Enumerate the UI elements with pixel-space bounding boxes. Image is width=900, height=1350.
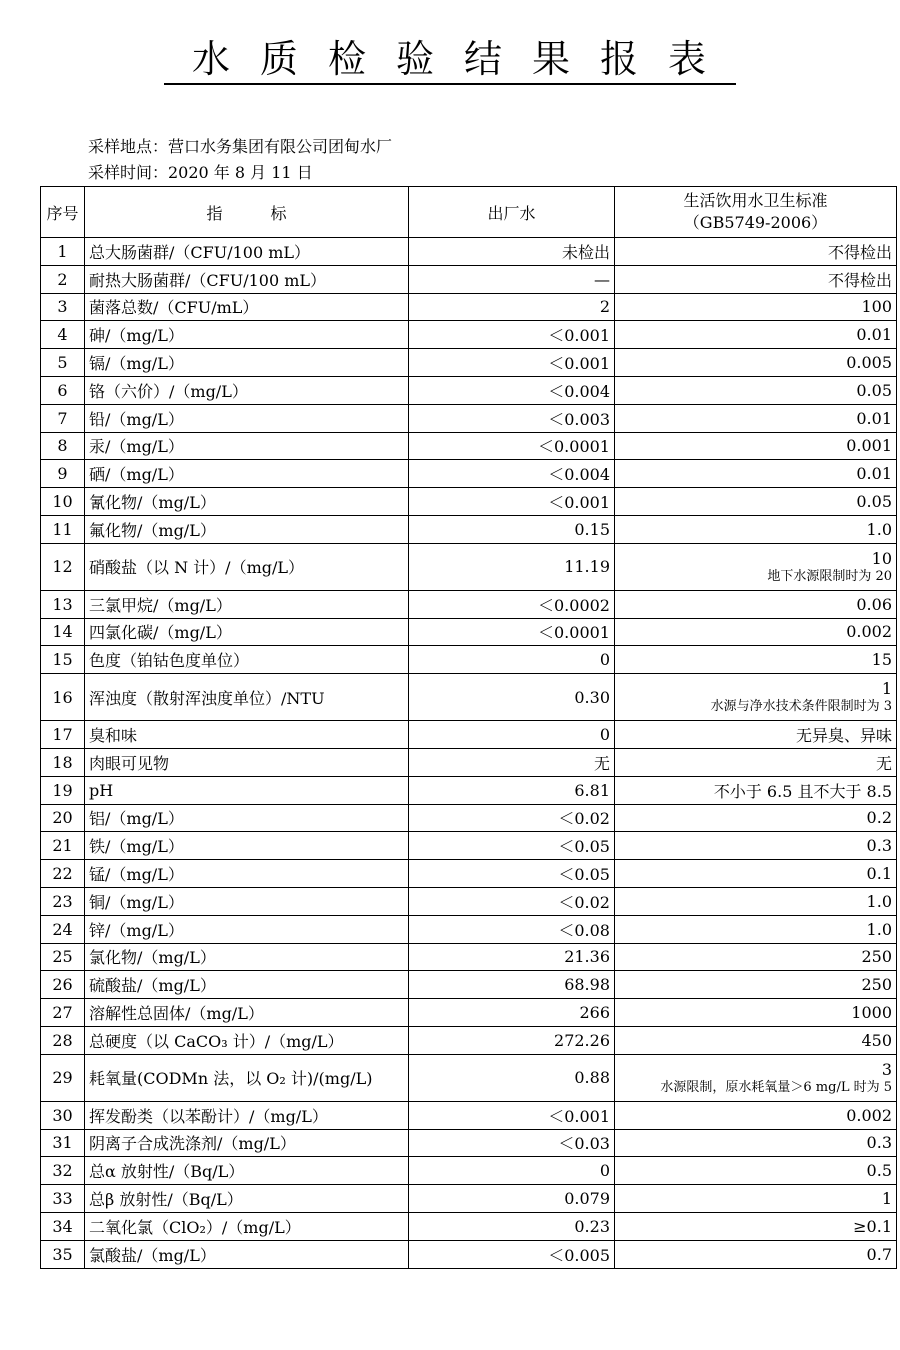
row-number: 19 xyxy=(41,776,85,804)
standard-note: 水源与净水技术条件限制时为 3 xyxy=(710,699,892,715)
row-number: 1 xyxy=(41,238,85,266)
table-row xyxy=(41,515,897,543)
standard-value: 1 xyxy=(615,1185,897,1213)
standard-value: 0.05 xyxy=(615,488,897,516)
results-table xyxy=(40,186,897,1269)
plant-water-value: 0.30 xyxy=(409,674,615,721)
standard-value: 100 xyxy=(615,293,897,321)
plant-water-value: ＜0.02 xyxy=(409,804,615,832)
row-number: 25 xyxy=(41,943,85,971)
plant-water-value: ＜0.05 xyxy=(409,860,615,888)
plant-water-value: 0 xyxy=(409,721,615,749)
standard-value: 0.01 xyxy=(615,404,897,432)
row-number: 11 xyxy=(41,515,85,543)
row-number: 20 xyxy=(41,804,85,832)
row-number: 15 xyxy=(41,646,85,674)
table-row xyxy=(41,1212,897,1240)
standard-value xyxy=(615,543,897,590)
row-number: 18 xyxy=(41,748,85,776)
row-number: 30 xyxy=(41,1101,85,1129)
plant-water-value: ＜0.03 xyxy=(409,1129,615,1157)
standard-value: 0.001 xyxy=(615,432,897,460)
row-number: 5 xyxy=(41,349,85,377)
indicator-name: 色度（铂钴色度单位） xyxy=(85,646,409,674)
standard-value xyxy=(615,674,897,721)
plant-water-value: ＜0.001 xyxy=(409,349,615,377)
indicator-name: 氟化物/（mg/L） xyxy=(85,515,409,543)
standard-value: 1.0 xyxy=(615,915,897,943)
row-number: 12 xyxy=(41,543,85,590)
row-number: 27 xyxy=(41,999,85,1027)
indicator-name: 臭和味 xyxy=(85,721,409,749)
row-number: 16 xyxy=(41,674,85,721)
standard-value: 0.3 xyxy=(615,832,897,860)
row-number: 10 xyxy=(41,488,85,516)
row-number: 33 xyxy=(41,1185,85,1213)
indicator-name: 铝/（mg/L） xyxy=(85,804,409,832)
plant-water-value: ＜0.001 xyxy=(409,488,615,516)
standard-value: 1000 xyxy=(615,999,897,1027)
plant-water-value: ＜0.0001 xyxy=(409,432,615,460)
table-row xyxy=(41,887,897,915)
standard-value: 0.002 xyxy=(615,618,897,646)
indicator-name: 氯酸盐/（mg/L） xyxy=(85,1240,409,1268)
standard-value: 0.05 xyxy=(615,376,897,404)
plant-water-value: ＜0.0001 xyxy=(409,618,615,646)
indicator-name: 溶解性总固体/（mg/L） xyxy=(85,999,409,1027)
table-row xyxy=(41,804,897,832)
table-row xyxy=(41,674,897,721)
table-row xyxy=(41,460,897,488)
standard-value: 15 xyxy=(615,646,897,674)
standard-value: 无异臭、异味 xyxy=(615,721,897,749)
standard-value: 250 xyxy=(615,943,897,971)
header-standard xyxy=(615,187,897,238)
plant-water-value: 0 xyxy=(409,646,615,674)
standard-value: 0.1 xyxy=(615,860,897,888)
table-row xyxy=(41,618,897,646)
standard-value: 0.005 xyxy=(615,349,897,377)
indicator-name: 挥发酚类（以苯酚计）/（mg/L） xyxy=(85,1101,409,1129)
standard-note: 水源限制，原水耗氧量＞6 mg/L 时为 5 xyxy=(660,1079,892,1095)
standard-value: 0.002 xyxy=(615,1101,897,1129)
table-row xyxy=(41,860,897,888)
indicator-name: 铁/（mg/L） xyxy=(85,832,409,860)
row-number: 6 xyxy=(41,376,85,404)
row-number: 3 xyxy=(41,293,85,321)
table-row xyxy=(41,999,897,1027)
plant-water-value: 0.88 xyxy=(409,1054,615,1101)
standard-value: 250 xyxy=(615,971,897,999)
standard-value: ≥0.1 xyxy=(615,1212,897,1240)
plant-water-value: 272.26 xyxy=(409,1026,615,1054)
header-standard-line1: 生活饮用水卫生标准 xyxy=(683,191,828,210)
standard-value: 不小于 6.5 且不大于 8.5 xyxy=(615,776,897,804)
standard-value: 0.7 xyxy=(615,1240,897,1268)
standard-value: 0.3 xyxy=(615,1129,897,1157)
indicator-name: 硝酸盐（以 N 计）/（mg/L） xyxy=(85,543,409,590)
table-row xyxy=(41,376,897,404)
plant-water-value: ＜0.05 xyxy=(409,832,615,860)
standard-value: 0.5 xyxy=(615,1157,897,1185)
indicator-name: 二氧化氯（ClO₂）/（mg/L） xyxy=(85,1212,409,1240)
indicator-name: 菌落总数/（CFU/mL） xyxy=(85,293,409,321)
indicator-name: 三氯甲烷/（mg/L） xyxy=(85,590,409,618)
row-number: 23 xyxy=(41,887,85,915)
standard-limit: 1 xyxy=(881,679,892,699)
plant-water-value: 0 xyxy=(409,1157,615,1185)
table-row xyxy=(41,1240,897,1268)
indicator-name: 耗氧量(CODMn 法，以 O₂ 计)/(mg/L) xyxy=(85,1054,409,1101)
indicator-name: 硒/（mg/L） xyxy=(85,460,409,488)
table-row xyxy=(41,971,897,999)
table-row xyxy=(41,349,897,377)
standard-value: 0.01 xyxy=(615,460,897,488)
table-row xyxy=(41,1026,897,1054)
plant-water-value: 68.98 xyxy=(409,971,615,999)
row-number: 29 xyxy=(41,1054,85,1101)
standard-note: 地下水源限制时为 20 xyxy=(767,568,892,584)
table-row xyxy=(41,590,897,618)
row-number: 35 xyxy=(41,1240,85,1268)
table-row xyxy=(41,915,897,943)
table-row xyxy=(41,321,897,349)
indicator-name: 总β 放射性/（Bq/L） xyxy=(85,1185,409,1213)
standard-value: 不得检出 xyxy=(615,265,897,293)
plant-water-value: 6.81 xyxy=(409,776,615,804)
indicator-name: 总硬度（以 CaCO₃ 计）/（mg/L） xyxy=(85,1026,409,1054)
table-row xyxy=(41,1185,897,1213)
plant-water-value: 21.36 xyxy=(409,943,615,971)
indicator-name: 氰化物/（mg/L） xyxy=(85,488,409,516)
table-row xyxy=(41,432,897,460)
table-row xyxy=(41,1101,897,1129)
report-title: 水质检验结果报表 xyxy=(0,28,900,83)
standard-limit: 3 xyxy=(881,1059,892,1079)
row-number: 21 xyxy=(41,832,85,860)
indicator-name: 硫酸盐/（mg/L） xyxy=(85,971,409,999)
row-number: 24 xyxy=(41,915,85,943)
table-row xyxy=(41,265,897,293)
plant-water-value: ＜0.02 xyxy=(409,887,615,915)
indicator-name: 铬（六价）/（mg/L） xyxy=(85,376,409,404)
plant-water-value: ＜0.004 xyxy=(409,376,615,404)
plant-water-value: — xyxy=(409,265,615,293)
table-row xyxy=(41,776,897,804)
row-number: 34 xyxy=(41,1212,85,1240)
table-row xyxy=(41,748,897,776)
table-row xyxy=(41,488,897,516)
indicator-name: 阴离子合成洗涤剂/（mg/L） xyxy=(85,1129,409,1157)
standard-value xyxy=(615,1054,897,1101)
header-no: 序号 xyxy=(41,187,85,238)
header-indicator: 指 标 xyxy=(85,187,409,238)
table-row xyxy=(41,543,897,590)
table-row xyxy=(41,1157,897,1185)
row-number: 26 xyxy=(41,971,85,999)
table-row xyxy=(41,404,897,432)
plant-water-value: ＜0.001 xyxy=(409,1101,615,1129)
table-row xyxy=(41,293,897,321)
table-row xyxy=(41,721,897,749)
indicator-name: 总大肠菌群/（CFU/100 mL） xyxy=(85,238,409,266)
indicator-name: 总α 放射性/（Bq/L） xyxy=(85,1157,409,1185)
indicator-name: 砷/（mg/L） xyxy=(85,321,409,349)
table-row xyxy=(41,646,897,674)
row-number: 14 xyxy=(41,618,85,646)
plant-water-value: 2 xyxy=(409,293,615,321)
standard-value: 450 xyxy=(615,1026,897,1054)
row-number: 22 xyxy=(41,860,85,888)
row-number: 13 xyxy=(41,590,85,618)
row-number: 4 xyxy=(41,321,85,349)
plant-water-value: 0.079 xyxy=(409,1185,615,1213)
plant-water-value: ＜0.0002 xyxy=(409,590,615,618)
standard-value: 无 xyxy=(615,748,897,776)
header-standard-line2: （GB5749-2006） xyxy=(683,213,828,232)
indicator-name: 锰/（mg/L） xyxy=(85,860,409,888)
plant-water-value: 无 xyxy=(409,748,615,776)
indicator-name: 锌/（mg/L） xyxy=(85,915,409,943)
row-number: 17 xyxy=(41,721,85,749)
plant-water-value: ＜0.08 xyxy=(409,915,615,943)
plant-water-value: ＜0.001 xyxy=(409,321,615,349)
row-number: 7 xyxy=(41,404,85,432)
indicator-name: 四氯化碳/（mg/L） xyxy=(85,618,409,646)
indicator-name: 镉/（mg/L） xyxy=(85,349,409,377)
indicator-name: 汞/（mg/L） xyxy=(85,432,409,460)
standard-value: 1.0 xyxy=(615,887,897,915)
row-number: 8 xyxy=(41,432,85,460)
indicator-name: 铜/（mg/L） xyxy=(85,887,409,915)
sampling-location: 采样地点：营口水务集团有限公司团甸水厂 xyxy=(88,137,393,156)
indicator-name: 耐热大肠菌群/（CFU/100 mL） xyxy=(85,265,409,293)
standard-value: 0.2 xyxy=(615,804,897,832)
row-number: 9 xyxy=(41,460,85,488)
table-row xyxy=(41,1054,897,1101)
plant-water-value: 0.23 xyxy=(409,1212,615,1240)
header-plant-water: 出厂水 xyxy=(409,187,615,238)
table-header-row xyxy=(41,187,897,238)
indicator-name: 浑浊度（散射浑浊度单位）/NTU xyxy=(85,674,409,721)
plant-water-value: ＜0.003 xyxy=(409,404,615,432)
standard-value: 0.06 xyxy=(615,590,897,618)
plant-water-value: 266 xyxy=(409,999,615,1027)
indicator-name: 肉眼可见物 xyxy=(85,748,409,776)
plant-water-value: 0.15 xyxy=(409,515,615,543)
indicator-name: 氯化物/（mg/L） xyxy=(85,943,409,971)
row-number: 2 xyxy=(41,265,85,293)
plant-water-value: ＜0.004 xyxy=(409,460,615,488)
table-row xyxy=(41,238,897,266)
indicator-name: pH xyxy=(85,776,409,804)
table-row xyxy=(41,1129,897,1157)
sampling-date: 采样时间：2020 年 8 月 11 日 xyxy=(88,163,313,182)
table-row xyxy=(41,832,897,860)
table-row xyxy=(41,943,897,971)
plant-water-value: 未检出 xyxy=(409,238,615,266)
plant-water-value: 11.19 xyxy=(409,543,615,590)
standard-value: 0.01 xyxy=(615,321,897,349)
standard-limit: 10 xyxy=(871,548,892,568)
row-number: 31 xyxy=(41,1129,85,1157)
row-number: 28 xyxy=(41,1026,85,1054)
standard-value: 1.0 xyxy=(615,515,897,543)
indicator-name: 铅/（mg/L） xyxy=(85,404,409,432)
standard-value: 不得检出 xyxy=(615,238,897,266)
row-number: 32 xyxy=(41,1157,85,1185)
plant-water-value: ＜0.005 xyxy=(409,1240,615,1268)
